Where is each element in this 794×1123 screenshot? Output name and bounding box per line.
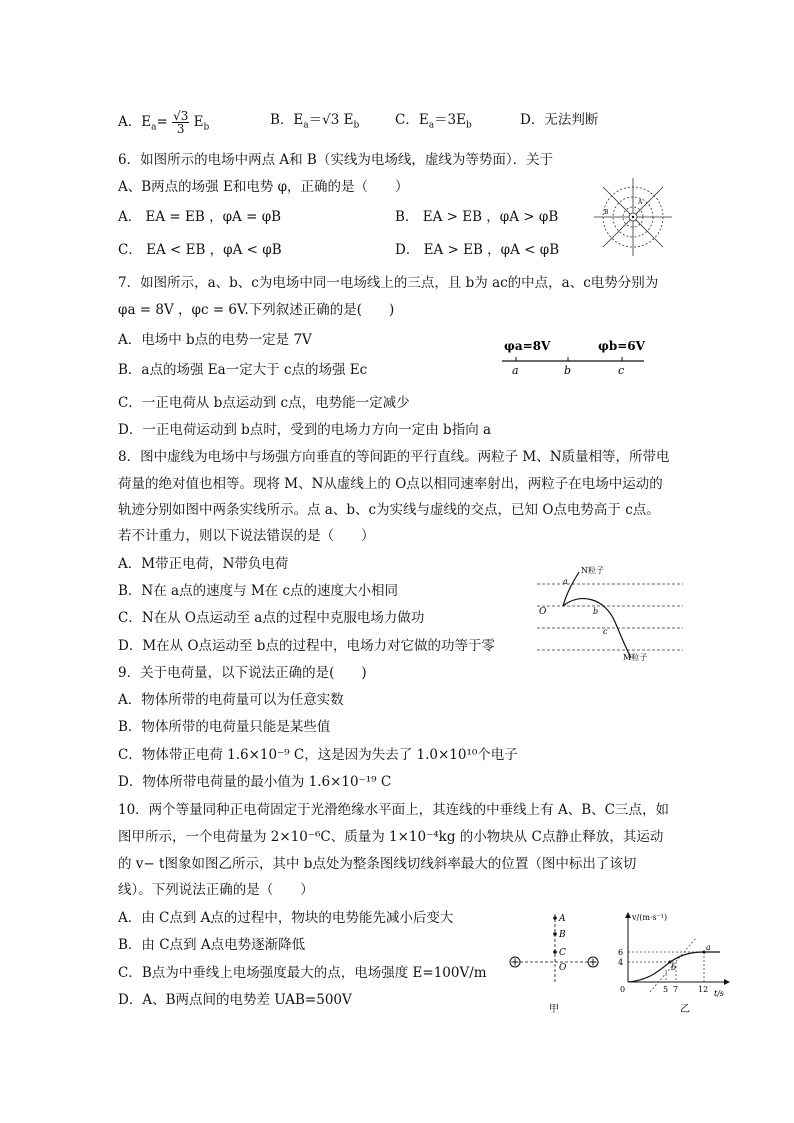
q10-option-b: B．由 C点到 A点电势逐渐降低	[118, 937, 306, 953]
q7-option-d: D．一正电荷运动到 b点时，受到的电场力方向一定由 b指向 a	[118, 422, 492, 438]
q7-stem-line2: φa = 8V ，φc = 6V.下列叙述正确的是( )	[118, 302, 395, 318]
q8-stem-line3: 轨迹分别如图中两条实线所示。点 a、b、c为实线与虚线的交点，已知 O点电势高于 c点。	[118, 502, 660, 518]
q7-phi-a-label: φa=8V	[504, 339, 551, 353]
q8-point-c: c	[603, 627, 608, 636]
q10-option-c: C．B点为中垂线上电场强度最大的点，电场强度 E=100V/m	[118, 965, 487, 981]
q10-figure-jia-caption: 甲	[549, 1004, 559, 1015]
q7-point-a: a	[512, 364, 519, 377]
q10-stem-line4: 线）。下列说法正确的是（ ）	[118, 882, 314, 898]
q7-point-c: c	[618, 364, 625, 377]
q9-option-a: A．物体所带的电荷量可以为任意实数	[118, 692, 344, 708]
q9-option-b: B．物体所带的电荷量只能是某些值	[118, 719, 331, 735]
q10-x-tick-12: 12	[698, 985, 709, 994]
q10-x-axis-label: t/s	[714, 989, 725, 998]
q8-point-a: a	[563, 577, 568, 586]
q7-option-a: A．电场中 b点的电势一定是 7V	[118, 332, 312, 348]
q10-point-b-mark: b	[671, 963, 677, 972]
q8-stem-line4: 若不计重力，则以下说法错误的是（ ）	[118, 528, 375, 544]
q10-vt-graph	[610, 910, 730, 1022]
q9-option-c: C．物体带正电荷 1.6×10⁻⁹ C，这是因为失去了 1.0×10¹⁰个电子	[118, 747, 518, 763]
q10-y-axis-label: v/(m·s⁻¹)	[632, 913, 668, 922]
q10-figure-yi-caption: 乙	[680, 1004, 690, 1015]
q7-phi-b-label: φb=6V	[598, 339, 645, 353]
q8-point-o: O	[539, 607, 547, 617]
q7-stem-line1: 7．如图所示，a、b、c为电场中同一电场线上的三点，且 b为 ac的中点，a、c电势分别为	[118, 275, 659, 291]
q7-option-b: B．a点的场强 Ea一定大于 c点的场强 Ec	[118, 362, 368, 378]
sqrt3-over-3-fraction: $\frac{√3}{3}$	[173, 109, 189, 136]
q10-point-o-label: O	[559, 963, 567, 973]
q10-stem-line1: 10．两个等量同种正电荷固定于光滑绝缘水平面上，其连线的中垂线上有 A、B、C三点，如	[118, 802, 669, 818]
q5-option-c: C．$E_a=3E_b$	[395, 112, 472, 131]
q10-point-b-label: B	[559, 930, 566, 940]
q5-option-a: A．$E_a=$ $\frac{√3}{3}$ $E_b$	[118, 109, 210, 136]
q8-stem-line2: 荷量的绝对值也相等。现将 M、N从虚线上的 O点以相同速率射出，两粒子在电场中运动的	[118, 476, 663, 492]
right-positive-charge-icon	[588, 957, 598, 967]
q10-stem-line2: 图甲所示，一个电荷量为 2×10⁻⁶C、质量为 1×10⁻⁴kg 的小物块从 C点静止释放，其运动	[118, 829, 664, 845]
q10-y-tick-6: 6	[618, 948, 624, 957]
q8-option-b: B．N在 a点的速度与 M在 c点的速度大小相同	[118, 583, 399, 599]
q5-option-b: B．$E_a=√3$ $E_b$	[270, 112, 360, 131]
q8-option-d: D．M在从 O点运动至 b点的过程中，电场力对它做的功等于零	[118, 638, 495, 654]
q10-x-tick-7: 7	[673, 985, 679, 994]
q8-trajectory-figure	[535, 562, 685, 664]
q6-field-figure	[590, 178, 676, 256]
q9-stem: 9．关于电荷量，以下说法正确的是( )	[118, 665, 367, 681]
q8-stem-line1: 8．图中虚线为电场中与场强方向垂直的等间距的平行直线。两粒子 M、N质量相等，所带电	[118, 449, 670, 465]
q10-option-d: D．A、B两点间的电势差 UAB=500V	[118, 992, 352, 1008]
q10-point-a-label: A	[559, 914, 566, 924]
q6-option-b: B． EA > EB ，φA > φB	[395, 209, 559, 225]
q7-option-c: C．一正电荷从 b点运动到 c点，电势能一定减少	[118, 395, 410, 411]
q8-point-b: b	[593, 607, 599, 616]
q9-option-d: D．物体所带电荷量的最小值为 1.6×10⁻¹⁹ C	[118, 774, 392, 790]
q8-option-c: C．N在从 O点运动至 a点的过程中克服电场力做功	[118, 610, 425, 626]
q5-option-d: D．无法判断	[520, 112, 599, 128]
q6-stem-line2: A、B两点的场强 E和电势 φ，正确的是（ ）	[118, 179, 409, 195]
q10-point-a-mark: a	[706, 943, 711, 952]
q6-option-c: C． EA < EB ，φA < φB	[118, 242, 282, 258]
q6-option-a: A． EA = EB ，φA = φB	[118, 209, 282, 225]
q8-m-particle-label: M粒子	[623, 653, 648, 662]
q10-option-a: A．由 C点到 A点的过程中，物块的电势能先减小后变大	[118, 910, 454, 926]
q7-field-line-figure	[500, 336, 648, 380]
q8-option-a: A．M带正电荷，N带负电荷	[118, 556, 289, 572]
q10-figure-jia	[505, 910, 605, 1020]
q6-point-b-label: B	[604, 209, 609, 216]
q10-stem-line3: 的 v− t图象如图乙所示，其中 b点处为整条图线切线斜率最大的位置（图中标出了该切	[118, 856, 637, 872]
left-positive-charge-icon	[510, 957, 520, 967]
q10-point-c-label: C	[559, 948, 566, 958]
q7-point-b: b	[564, 364, 572, 377]
q10-x-tick-0: 0	[620, 985, 626, 994]
q10-x-tick-5: 5	[663, 985, 669, 994]
q6-stem-line1: 6．如图所示的电场中两点 A和 B（实线为电场线，虚线为等势面）．关于	[118, 152, 554, 168]
q6-point-a-label: A	[638, 199, 643, 206]
q8-n-particle-label: N粒子	[581, 566, 604, 575]
q10-y-tick-4: 4	[618, 958, 624, 967]
q6-option-d: D． EA > EB ，φA < φB	[395, 242, 560, 258]
